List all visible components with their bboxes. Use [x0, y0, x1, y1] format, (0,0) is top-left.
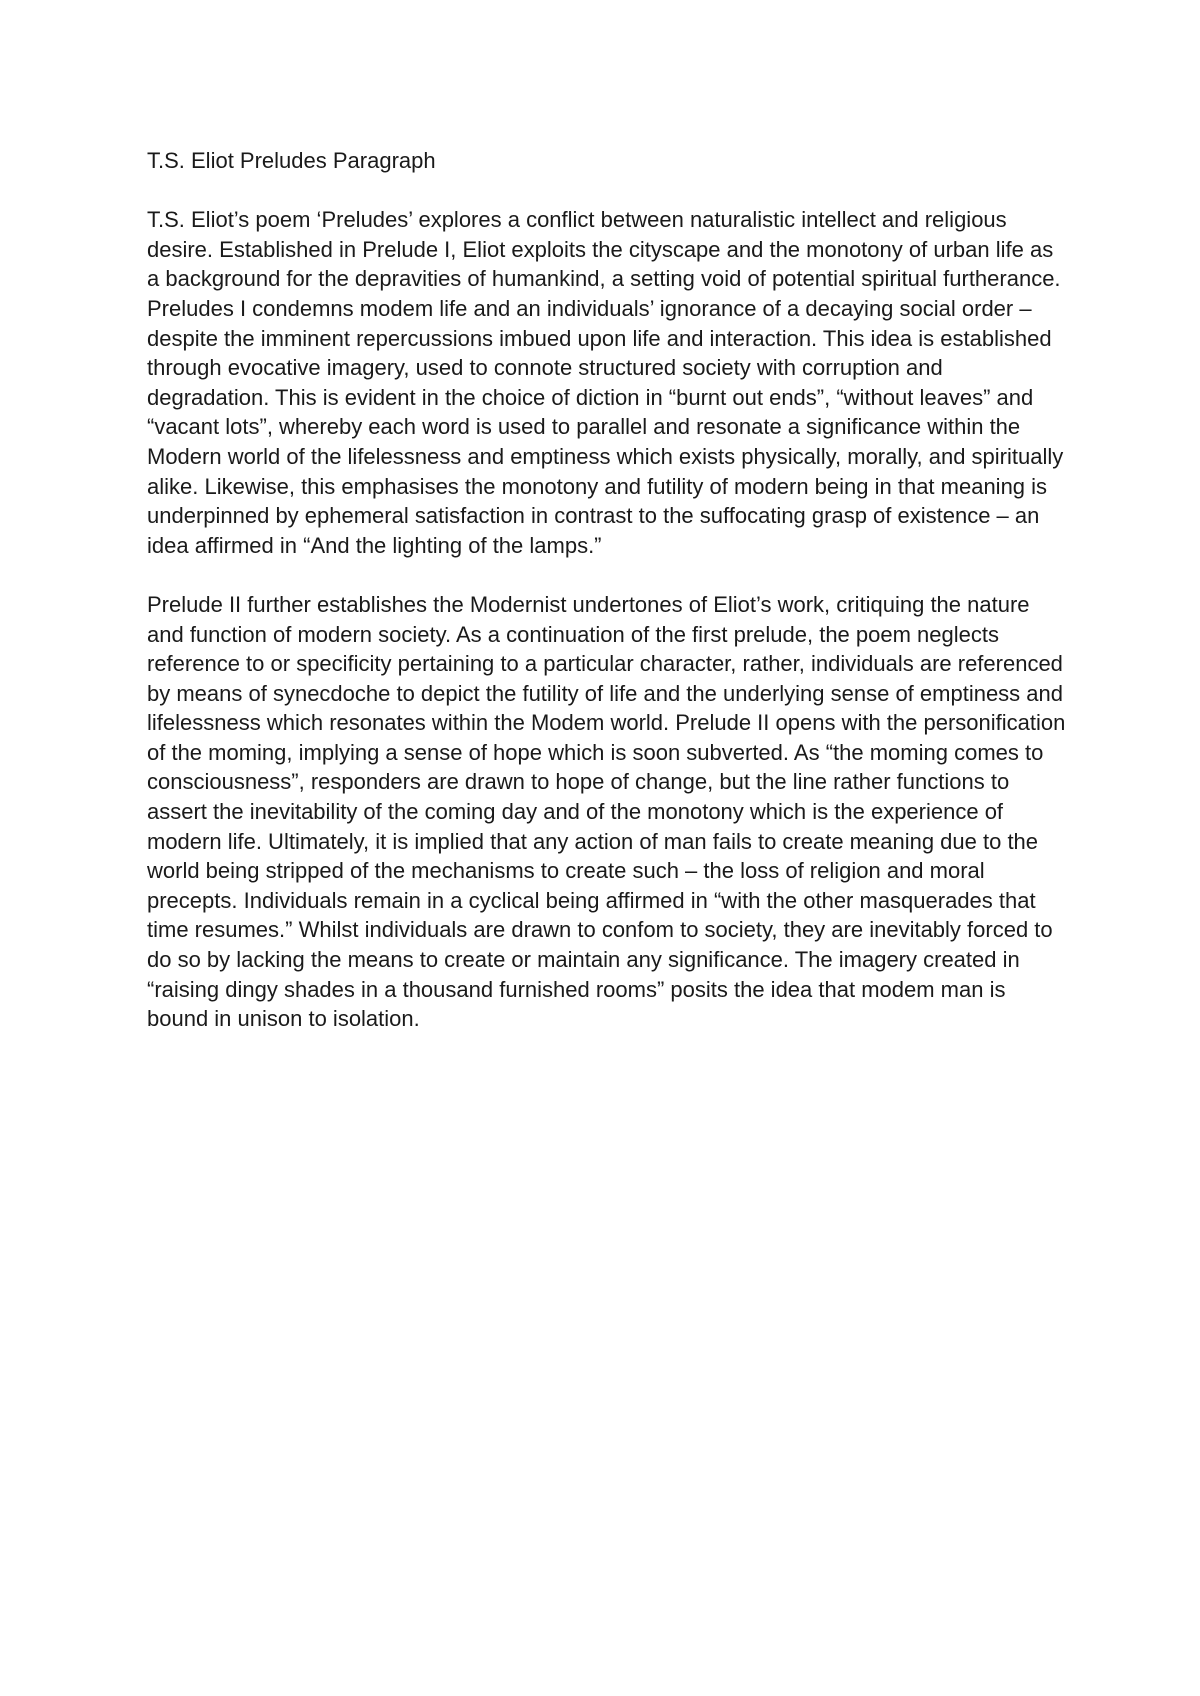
paragraph-prelude-1: T.S. Eliot’s poem ‘Preludes’ explores a conflict between naturalistic intellect and religious desire. Established in Prelude I, Eliot exploits the cityscape and the monotony of urban life as a background for the depravities of humankind, a setting void of potential spiritual furtherance. Preludes I condemns modem life and an individuals’ ignorance of a decaying social order – despite the imminent repercussions imbued upon life and interaction. This idea is established through evocative imagery, used to connote structured society with corruption and degradation. This is evident in the choice of diction in “burnt out ends”, “without leaves” and “vacant lots”, whereby each word is used to parallel and resonate a significance within the Modern world of the lifelessness and emptiness which exists physically, morally, and spiritually alike. Likewise, this emphasises the monotony and futility of modern being in that meaning is underpinned by ephemeral satisfaction in contrast to the suffocating grasp of existence – an idea affirmed in “And the lighting of the lamps.”	[147, 207, 1064, 558]
document-title: T.S. Eliot Preludes Paragraph	[147, 148, 436, 173]
document-body	[147, 146, 1067, 1034]
paragraph-prelude-2: Prelude II further establishes the Modernist undertones of Eliot’s work, critiquing the nature and function of modern society. As a continuation of the first prelude, the poem neglects reference to or specificity pertaining to a particular character, rather, individuals are referenced by means of synecdoche to depict the futility of life and the underlying sense of emptiness and lifelessness which resonates within the Modem world. Prelude II opens with the personification of the moming, implying a sense of hope which is soon subverted. As “the moming comes to consciousness”, responders are drawn to hope of change, but the line rather functions to assert the inevitability of the coming day and of the monotony which is the experience of modern life. Ultimately, it is implied that any action of man fails to create meaning due to the world being stripped of the mechanisms to create such – the loss of religion and moral precepts. Individuals remain in a cyclical being affirmed in “with the other masquerades that time resumes.” Whilst individuals are drawn to confom to society, they are inevitably forced to do so by lacking the means to create or maintain any significance. The imagery created in “raising dingy shades in a thousand furnished rooms” posits the idea that modem man is bound in unison to isolation.	[147, 591, 1066, 1032]
